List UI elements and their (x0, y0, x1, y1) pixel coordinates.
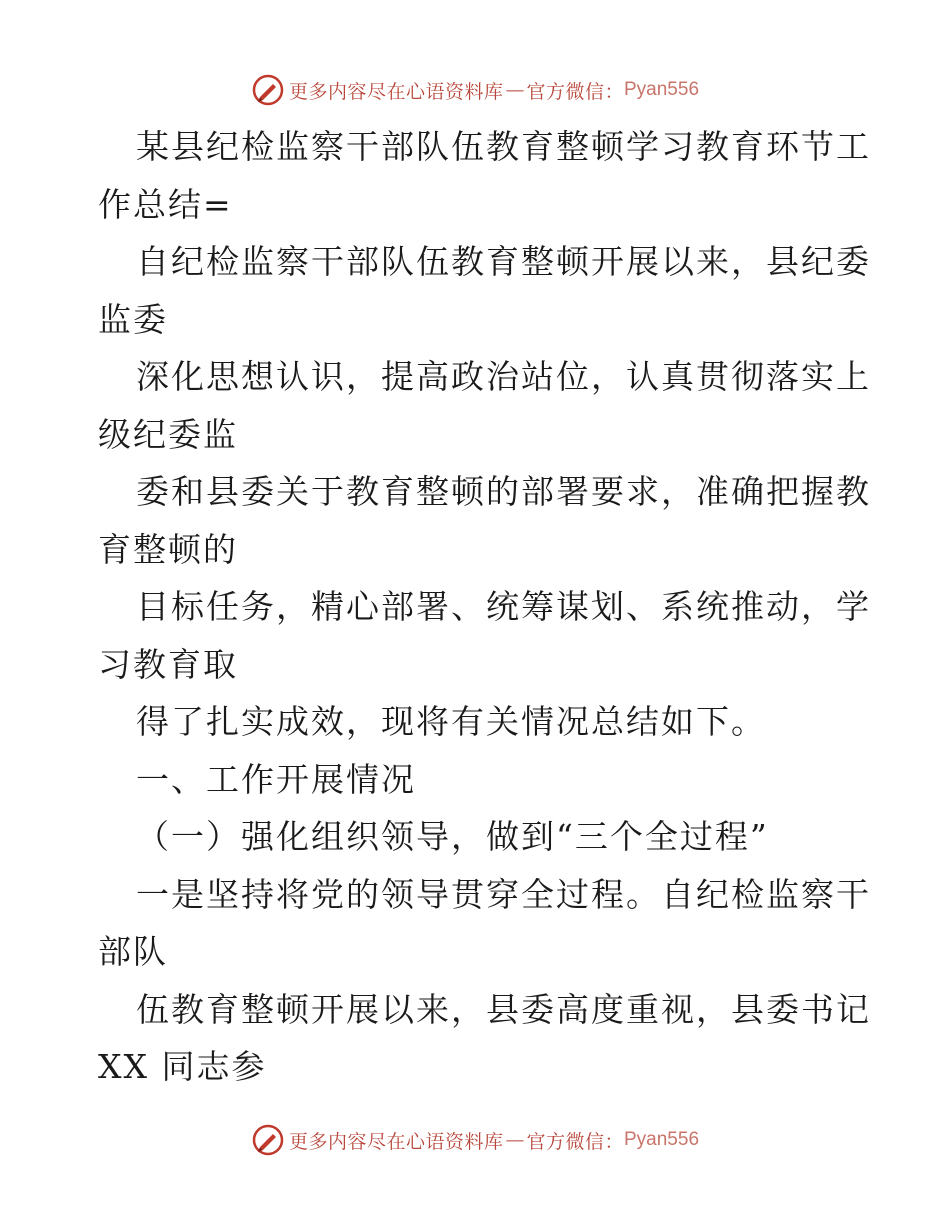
watermark-separator: — (505, 1129, 525, 1151)
paragraph-line: 育整顿的 (98, 529, 238, 569)
doc-title-line: 作总结= (98, 184, 233, 224)
paragraph-line: 自纪检监察干部队伍教育整顿开展以来，县纪委 (136, 242, 871, 281)
subsection-heading: （一）强化组织领导，做到“三个全过程” (136, 817, 769, 856)
pen-logo-icon (251, 1123, 285, 1157)
paragraph-line: 深化思想认识，提高政治站位，认真贯彻落实上 (136, 357, 871, 396)
paragraph-line: 目标任务，精心部署、统筹谋划、系统推动，学 (136, 587, 871, 626)
watermark-label: 官方微信： (526, 1130, 624, 1153)
paragraph-line: 得了扎实成效，现将有关情况总结如下。 (136, 702, 766, 741)
paragraph-line: 一是坚持将党的领导贯穿全过程。自纪检监察干 (136, 874, 871, 914)
pen-logo-icon (251, 73, 285, 107)
paragraph-line: 习教育取 (98, 644, 238, 684)
paragraph-line: 监委 (98, 299, 168, 339)
watermark-text: 更多内容尽在心语资料库 (288, 1130, 504, 1153)
watermark-banner-bottom (0, 1120, 950, 1160)
paragraph-line: 伍教育整顿开展以来，县委高度重视，县委书记 (136, 989, 871, 1029)
paragraph-line: 委和县委关于教育整顿的部署要求，准确把握教 (136, 472, 871, 511)
paragraph-line: 级纪委监 (98, 414, 238, 454)
watermark-separator: — (505, 79, 525, 101)
watermark-id: Pyan556 (624, 1129, 700, 1150)
paragraph-line: XX 同志参 (98, 1047, 267, 1086)
doc-title-line: 某县纪检监察干部队伍教育整顿学习教育环节工 (136, 127, 871, 166)
document-body (98, 118, 871, 1096)
watermark-label: 官方微信： (526, 80, 624, 103)
paragraph-line: 部队 (98, 932, 168, 971)
watermark-banner-top (0, 70, 950, 110)
section-heading: 一、工作开展情况 (136, 759, 416, 799)
watermark-id: Pyan556 (624, 79, 700, 100)
watermark-text: 更多内容尽在心语资料库 (288, 80, 504, 103)
